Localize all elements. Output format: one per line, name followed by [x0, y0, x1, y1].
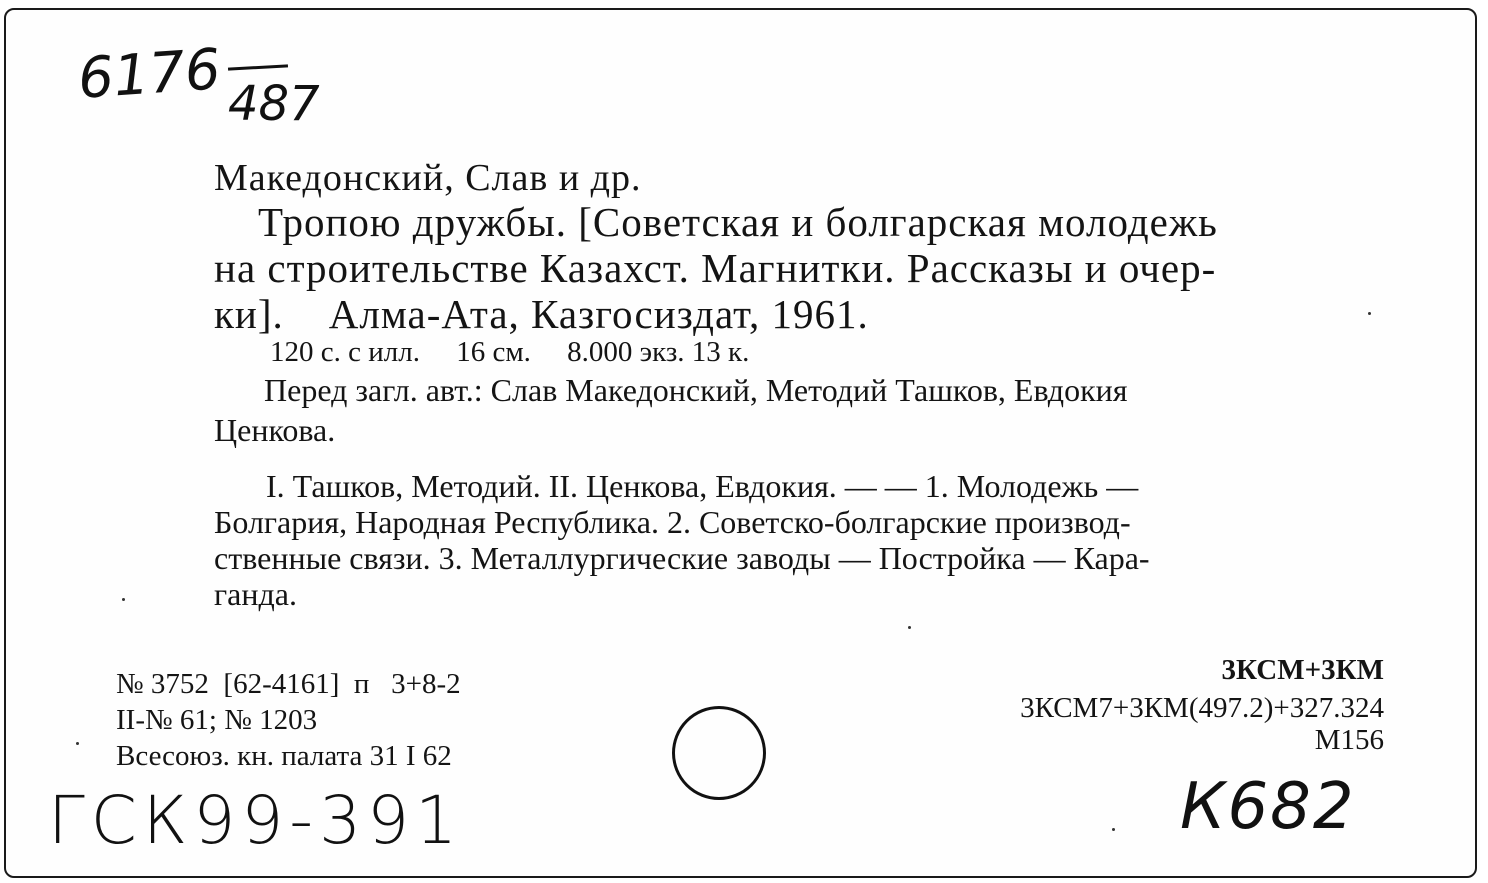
title-line-1: Тропою дружбы. [Советская и болгарская молодежь	[258, 199, 1218, 245]
subject-line-3: ственные связи. 3. Металлургические заводы — Постройка — Кара-	[214, 540, 1150, 576]
speck	[1368, 312, 1371, 315]
footer-right-line-3: М156	[1314, 724, 1384, 756]
footer-right-line-1: 3КСМ+3КМ	[1221, 654, 1384, 686]
handwritten-shelf-code: К682	[1180, 770, 1356, 844]
handwritten-fraction: 487	[228, 76, 320, 132]
footer-right-line-2: 3КСМ7+3КМ(497.2)+327.324	[1020, 692, 1384, 724]
footer-left-line-2: II-№ 61; № 1203	[116, 704, 318, 736]
subject-line-1: I. Ташков, Методий. II. Ценкова, Евдокия. — — 1. Молодежь —	[266, 468, 1139, 504]
speck	[1112, 828, 1115, 831]
speck	[76, 742, 79, 745]
handwritten-call-number: 6176	[75, 37, 223, 112]
title-line-3: ки]. Алма-Ата, Казгосиздат, 1961.	[214, 291, 869, 337]
handwritten-inventory-code: ГСК99-391	[48, 782, 464, 859]
subject-line-2: Болгария, Народная Республика. 2. Советско-болгарские производ-	[214, 504, 1131, 540]
footer-left-line-1: № 3752 [62-4161] п 3+8-2	[116, 668, 461, 700]
note-line-2: Ценкова.	[214, 412, 336, 448]
physical-description: 120 с. с илл. 16 см. 8.000 экз. 13 к.	[270, 336, 750, 368]
note-line-1: Перед загл. авт.: Слав Македонский, Методий Ташков, Евдокия	[264, 372, 1128, 408]
footer-left-line-3: Всесоюз. кн. палата 31 I 62	[116, 740, 452, 772]
subject-line-4: ганда.	[214, 576, 297, 612]
speck	[122, 598, 125, 601]
author-line: Македонский, Слав и др.	[214, 157, 642, 199]
card-punch-hole	[672, 706, 766, 800]
title-line-2: на строительстве Казахст. Магнитки. Рассказы и очер-	[214, 245, 1217, 291]
speck	[908, 626, 911, 629]
